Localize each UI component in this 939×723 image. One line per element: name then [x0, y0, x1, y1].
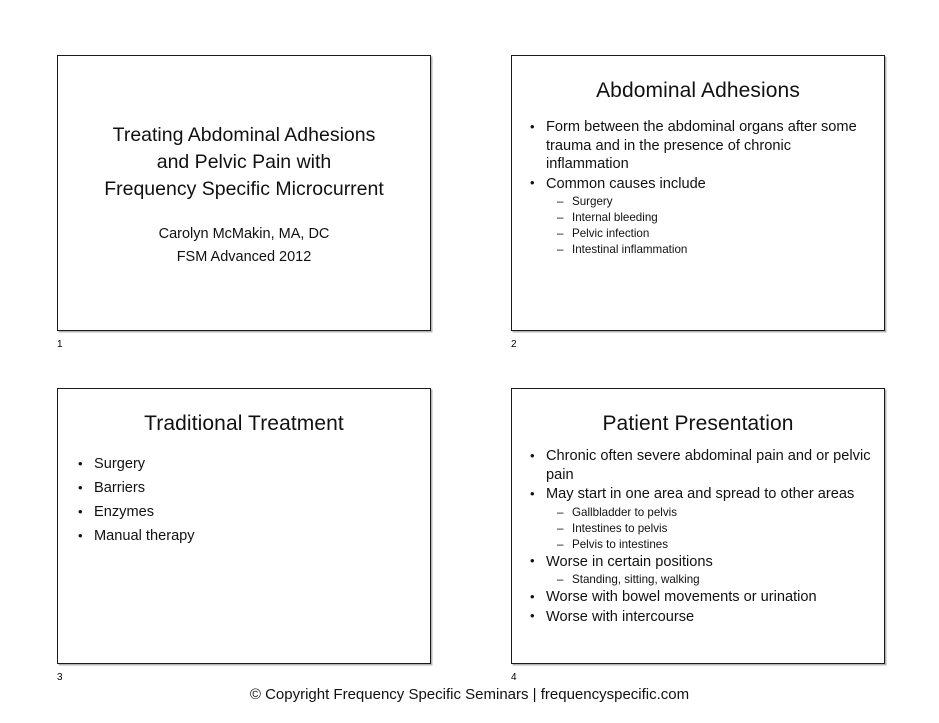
- slide-4-subbullet-3: – Pelvis to intestines: [526, 537, 876, 552]
- slide-2-bullet-1: • Form between the abdominal organs after some trauma and in the presence of chronic inflammation: [526, 118, 874, 174]
- slide-2-body: [526, 118, 874, 258]
- slide-thumbnail-1[interactable]: [57, 55, 431, 331]
- slide-4-title: Patient Presentation: [602, 412, 794, 435]
- slide-4-body: [526, 447, 876, 628]
- slide-2-subbullet-1: – Surgery: [526, 194, 874, 209]
- slide-4-subbullet-1: – Gallbladder to pelvis: [526, 505, 876, 520]
- slide-2-bullet-list: [526, 118, 874, 257]
- slide-number-1: 1: [57, 339, 63, 350]
- slide-1-title-block: [58, 122, 430, 269]
- slide-2-subbullet-3: – Pelvic infection: [526, 226, 874, 241]
- slide-4-bullet-3: • Worse in certain positions: [526, 553, 876, 572]
- slide-thumbnail-3[interactable]: [57, 388, 431, 664]
- slide-thumbnail-4[interactable]: [511, 388, 885, 664]
- slide-1-subtitle-author: Carolyn McMakin, MA, DC: [158, 226, 330, 242]
- slide-4-heading: [512, 411, 884, 437]
- slide-1-title-line-3: Frequency Specific Microcurrent: [104, 178, 384, 200]
- slide-3-bullet-1: • Surgery: [72, 455, 420, 474]
- slide-1-title-line-2: and Pelvic Pain with: [156, 151, 332, 173]
- slide-2-subbullet-2: – Internal bleeding: [526, 210, 874, 225]
- slide-3-bullet-3: • Enzymes: [72, 503, 420, 522]
- slide-number-4: 4: [511, 672, 517, 683]
- slide-1-subtitle-event: FSM Advanced 2012: [176, 249, 312, 265]
- slide-4-subbullet-4: – Standing, sitting, walking: [526, 572, 876, 587]
- copyright-footer: © Copyright Frequency Specific Seminars | frequencyspecific.com: [249, 686, 690, 703]
- slide-2-subbullet-4: – Intestinal inflammation: [526, 242, 874, 257]
- slide-number-3: 3: [57, 672, 63, 683]
- slide-3-bullet-list: [72, 455, 420, 546]
- slide-4-bullet-4: • Worse with bowel movements or urination: [526, 588, 876, 607]
- slide-4-bullet-2: • May start in one area and spread to other areas: [526, 485, 876, 504]
- slide-4-subbullet-2: – Intestines to pelvis: [526, 521, 876, 536]
- slide-3-bullet-4: • Manual therapy: [72, 527, 420, 546]
- slide-2-title: Abdominal Adhesions: [596, 79, 800, 102]
- slide-1-title-line-1: Treating Abdominal Adhesions: [112, 124, 376, 146]
- slide-3-title: Traditional Treatment: [144, 412, 344, 435]
- slide-2-heading: [512, 78, 884, 104]
- slide-4-bullet-list: [526, 447, 876, 627]
- slide-4-bullet-5: • Worse with intercourse: [526, 608, 876, 627]
- slide-3-bullet-2: • Barriers: [72, 479, 420, 498]
- slide-2-bullet-2: • Common causes include: [526, 175, 874, 194]
- slide-thumbnail-2[interactable]: [511, 55, 885, 331]
- slide-3-body: [72, 455, 420, 551]
- slide-4-bullet-1: • Chronic often severe abdominal pain and or pelvic pain: [526, 447, 876, 484]
- slide-number-2: 2: [511, 339, 517, 350]
- slide-3-heading: [58, 411, 430, 437]
